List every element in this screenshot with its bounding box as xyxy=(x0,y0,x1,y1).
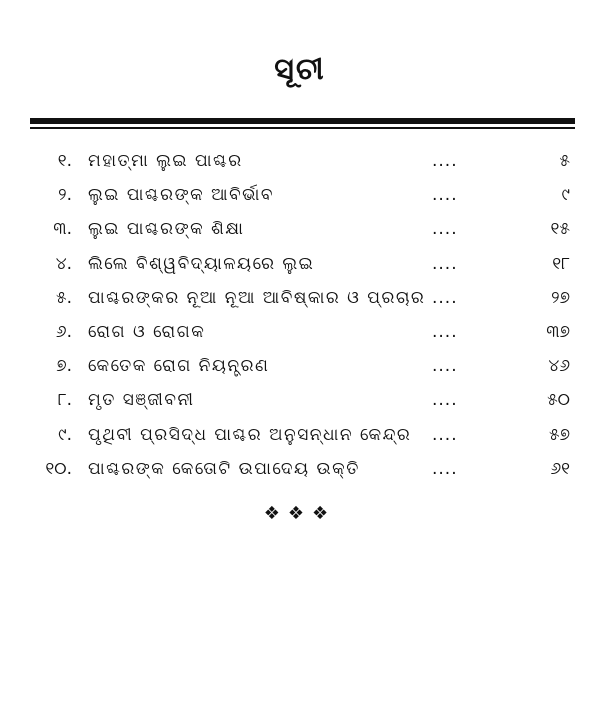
toc-entry-leader: .... xyxy=(432,253,458,274)
toc-entry-page: ୪୬ xyxy=(548,356,570,377)
toc-entry xyxy=(0,178,600,212)
toc-entry-number: ୭. xyxy=(56,356,72,377)
toc-entry xyxy=(0,212,600,246)
toc-entry-number: ୪. xyxy=(55,253,72,274)
toc-entry-page: ୫୭ xyxy=(548,424,570,445)
title-rule-thick xyxy=(30,118,575,124)
toc-entry-page: ୨୭ xyxy=(551,287,570,308)
toc-entry-title: ଲିଲେ ବିଶ୍ୱବିଦ୍ୟାଳୟରେ ଲୁଇ xyxy=(88,253,315,274)
toc-entry xyxy=(0,452,600,486)
toc-entry-title: ମୃତ ସଞ୍ଜୀବନୀ xyxy=(88,390,195,411)
toc-entry-title: ପୃଥିବୀ ପ୍ରସିଦ୍ଧ ପାଶ୍ଚର ଅନୁସନ୍ଧାନ କେନ୍ଦ୍ର xyxy=(88,424,412,445)
toc-entry xyxy=(0,349,600,383)
toc-entry-number: ୩. xyxy=(53,219,72,240)
toc-entry xyxy=(0,144,600,178)
toc-entry-number: ୯. xyxy=(58,424,72,445)
toc-entry-page: ୧୫ xyxy=(550,219,570,240)
toc-entry-number: ୫. xyxy=(55,287,72,308)
toc-entry-number: ୨. xyxy=(58,185,72,206)
toc-entry-number: ୮. xyxy=(57,390,72,411)
toc-entry-page: ୬୧ xyxy=(550,458,570,479)
toc-entry-leader: .... xyxy=(432,424,458,445)
toc-entry-title: କେତେକ ରୋଗ ନିୟନ୍ତ୍ରଣ xyxy=(88,356,270,377)
toc-entry-title: ପାଶ୍ଚରଙ୍କ କେତୋଟି ଉପାଦେୟ ଉକ୍ତି xyxy=(88,458,360,479)
toc-entry-title: ଲୁଇ ପାଶ୍ଚରଙ୍କ ଶିକ୍ଷା xyxy=(88,219,245,240)
table-of-contents xyxy=(0,144,600,486)
toc-entry-page: ୫୦ xyxy=(547,390,570,411)
toc-entry-leader: .... xyxy=(432,321,458,342)
toc-entry-number: ୬. xyxy=(55,321,72,342)
toc-entry-page: ୯ xyxy=(561,185,570,206)
toc-entry-page: ୧୮ xyxy=(552,253,570,274)
toc-entry-page: ୩୭ xyxy=(546,321,570,342)
toc-entry xyxy=(0,418,600,452)
toc-entry-title: ରୋଗ ଓ ରୋଗକ xyxy=(88,321,206,342)
toc-entry-number: ୧୦. xyxy=(45,458,72,479)
toc-entry xyxy=(0,383,600,417)
toc-entry-number: ୧. xyxy=(57,151,72,171)
toc-entry-leader: .... xyxy=(432,356,458,377)
toc-entry-leader: .... xyxy=(432,458,458,479)
toc-entry-leader: .... xyxy=(432,151,458,171)
ornament-divider: ❖❖❖ xyxy=(263,503,337,524)
title-rule-thin xyxy=(30,127,575,129)
toc-entry xyxy=(0,247,600,281)
page-title: ସୂଚୀ xyxy=(274,52,326,87)
toc-entry-page: ୫ xyxy=(559,151,570,171)
toc-entry-title: ମହାତ୍ମା ଲୁଇ ପାଶ୍ଚର xyxy=(88,151,243,171)
toc-entry-title: ପାଶ୍ଚରଙ୍କର ନୂଆ ନୂଆ ଆବିଷ୍କାର ଓ ପ୍ରଚାର xyxy=(88,287,426,308)
toc-entry-leader: .... xyxy=(432,219,458,240)
toc-entry-title: ଲୁଇ ପାଶ୍ଚରଙ୍କ ଆବିର୍ଭାବ xyxy=(88,185,275,206)
toc-entry-leader: .... xyxy=(432,287,458,308)
toc-entry xyxy=(0,315,600,349)
toc-entry-leader: .... xyxy=(432,390,458,411)
toc-entry-leader: .... xyxy=(432,185,458,206)
toc-entry xyxy=(0,281,600,315)
